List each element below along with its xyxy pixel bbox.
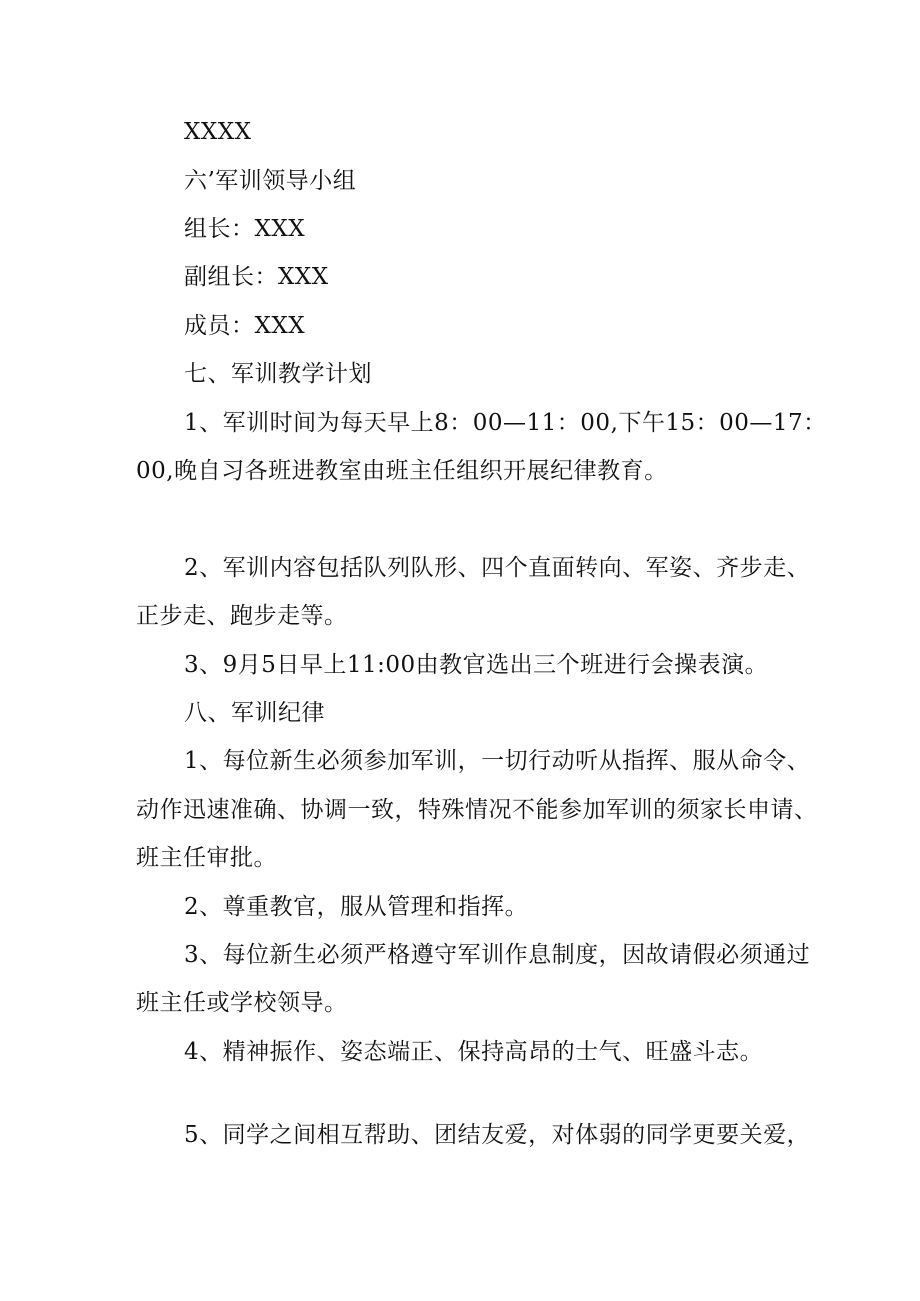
paragraph-line: 班主任审批。 <box>136 845 277 871</box>
paragraph-line: 3、9月5日早上11:00由教官选出三个班进行会操表演。 <box>184 652 769 678</box>
paragraph-line: 5、同学之间相互帮助、团结友爱，对体弱的同学更要关爱， <box>184 1122 811 1148</box>
text-line: 成员：XXX <box>184 313 306 339</box>
text-line: 组长：XXX <box>184 216 306 242</box>
paragraph-line: 动作迅速准确、协调一致，特殊情况不能参加军训的须家长申请、 <box>136 797 818 823</box>
section-heading: 六’军训领导小组 <box>184 168 357 194</box>
paragraph-line: 2、尊重教官，服从管理和指挥。 <box>184 894 529 920</box>
text-line: 副组长：XXX <box>184 264 329 290</box>
section-heading: 七、军训教学计划 <box>184 361 372 387</box>
paragraph-line: 4、精神振作、姿态端正、保持高昂的士气、旺盛斗志。 <box>184 1039 764 1065</box>
paragraph-line: 2、军训内容包括队列队形、四个直面转向、军姿、齐步走、 <box>184 555 811 581</box>
paragraph-line: 1、每位新生必须参加军训，一切行动听从指挥、服从命令、 <box>184 748 811 774</box>
section-heading: 八、军训纪律 <box>184 700 325 726</box>
paragraph-line: 正步走、跑步走等。 <box>136 603 348 629</box>
paragraph-line: 00,晚自习各班进教室由班主任组织开展纪律教育。 <box>136 458 668 484</box>
paragraph-line: 班主任或学校领导。 <box>136 990 348 1016</box>
paragraph-line: 1、军训时间为每天早上8：00—11：00,下午15：00—17： <box>184 410 827 436</box>
text-line: XXXX <box>184 119 252 145</box>
paragraph-line: 3、每位新生必须严格遵守军训作息制度，因故请假必须通过 <box>184 942 811 968</box>
